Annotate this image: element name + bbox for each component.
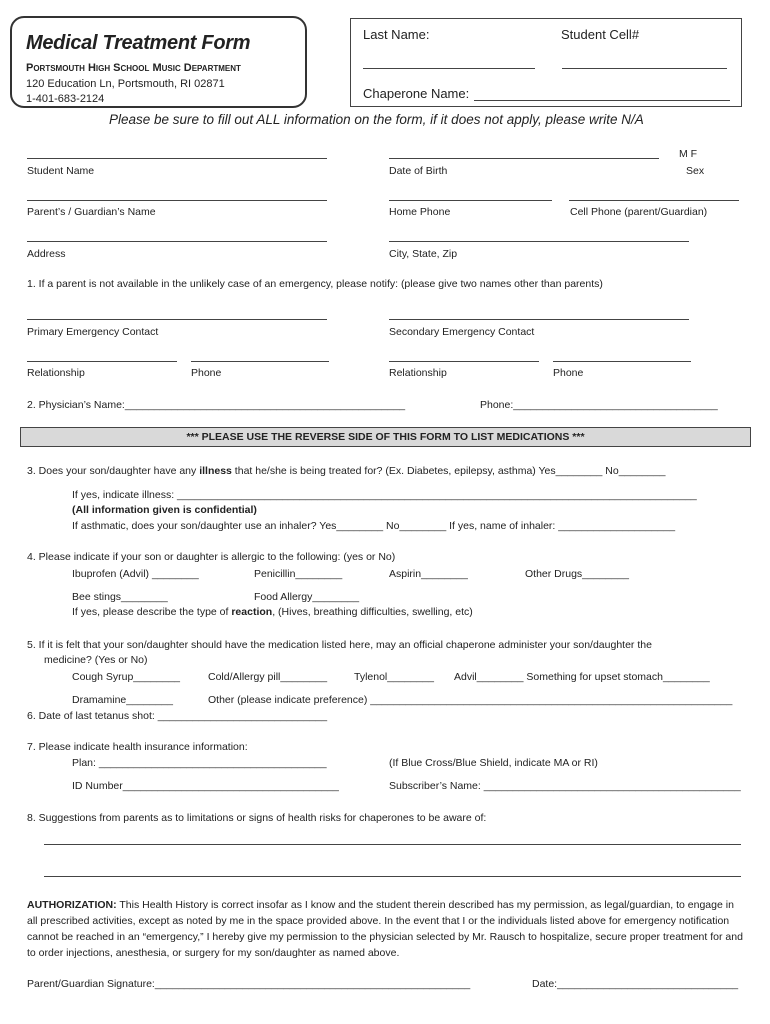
physician-name-field[interactable]: 2. Physician’s Name:________________________________________________ (27, 399, 406, 411)
student-name-field[interactable] (27, 158, 327, 159)
school-address: 120 Education Ln, Portsmouth, RI 02871 (26, 78, 225, 90)
bee-stings-field[interactable]: Bee stings________ (72, 591, 168, 603)
confidential-note: (All information given is confidential) (72, 504, 257, 516)
instruction-text: Please be sure to fill out ALL information on the form, if it does not apply, please write N/A (109, 112, 644, 127)
aspirin-field[interactable]: Aspirin________ (389, 568, 468, 580)
dob-label: Date of Birth (389, 165, 448, 177)
illness-field[interactable]: If yes, indicate illness: _________________________________________________________________________________________ (72, 489, 697, 501)
medication-question: 5. If it is felt that your son/daughter should have the medication listed here, may an official chaperone administer your son/daughter the (27, 639, 652, 651)
sex-options[interactable]: M F (679, 148, 698, 160)
secondary-relationship-label: Relationship (389, 367, 447, 379)
primary-contact-label: Primary Emergency Contact (27, 326, 159, 338)
dramamine-field[interactable]: Dramamine________ (72, 694, 173, 706)
secondary-contact-field[interactable] (389, 319, 689, 320)
subscriber-field[interactable]: Subscriber’s Name: ____________________________________________ (389, 780, 741, 792)
plan-field[interactable]: Plan: _______________________________________ (72, 757, 327, 769)
secondary-relationship-field[interactable] (389, 361, 539, 362)
primary-phone-field[interactable] (191, 361, 329, 362)
advil-stomach-field[interactable]: Advil________ Something for upset stomach________ (454, 671, 710, 683)
school-phone: 1-401-683-2124 (26, 93, 105, 105)
guardian-label: Parent’s / Guardian’s Name (27, 206, 156, 218)
primary-phone-label: Phone (191, 367, 222, 379)
department-name: Portsmouth High School Music Department (26, 62, 241, 74)
suggestions-line-1[interactable] (44, 844, 741, 845)
last-name-label: Last Name: (363, 27, 430, 42)
date-field[interactable]: Date:_______________________________ (532, 978, 739, 990)
secondary-phone-label: Phone (553, 367, 584, 379)
secondary-phone-field[interactable] (553, 361, 691, 362)
sex-label: Sex (686, 165, 705, 177)
id-number-field[interactable]: ID Number_____________________________________ (72, 780, 339, 792)
banner-text: *** PLEASE USE THE REVERSE SIDE OF THIS FORM TO LIST MEDICATIONS *** (186, 431, 585, 443)
primary-relationship-field[interactable] (27, 361, 177, 362)
allergy-question: 4. Please indicate if your son or daughter is allergic to the following: (yes or No) (27, 551, 396, 563)
student-cell-label: Student Cell# (561, 27, 640, 42)
tylenol-field[interactable]: Tylenol________ (354, 671, 434, 683)
guardian-field[interactable] (27, 200, 327, 201)
cough-syrup-field[interactable]: Cough Syrup________ (72, 671, 181, 683)
address-label: Address (27, 248, 66, 260)
home-phone-label: Home Phone (389, 206, 451, 218)
medication-question-cont: medicine? (Yes or No) (44, 654, 148, 666)
other-preference-field[interactable]: Other (please indicate preference) ______________________________________________________________ (208, 694, 733, 706)
cell-phone-field[interactable] (569, 200, 739, 201)
cold-allergy-field[interactable]: Cold/Allergy pill________ (208, 671, 328, 683)
tetanus-field[interactable]: 6. Date of last tetanus shot: _____________________________ (27, 710, 328, 722)
suggestions-question: 8. Suggestions from parents as to limitations or signs of health risks for chaperones to be aware of: (27, 812, 487, 824)
home-phone-field[interactable] (389, 200, 552, 201)
illness-question: 3. Does your son/daughter have any illness that he/she is being treated for? (Ex. Diabetes, epilepsy, asthma) Yes________ No________ (27, 465, 666, 477)
city-state-zip-field[interactable] (389, 241, 689, 242)
suggestions-line-2[interactable] (44, 876, 741, 877)
address-field[interactable] (27, 241, 327, 242)
reaction-description: If yes, please describe the type of reaction, (Hives, breathing difficulties, swelling, etc) (72, 606, 473, 618)
primary-contact-field[interactable] (27, 319, 327, 320)
food-allergy-field[interactable]: Food Allergy________ (254, 591, 360, 603)
city-state-zip-label: City, State, Zip (389, 248, 458, 260)
emergency-question: 1. If a parent is not available in the unlikely case of an emergency, please notify: (please give two names other than parents) (27, 278, 603, 290)
chaperone-label: Chaperone Name: (363, 86, 470, 101)
form-title: Medical Treatment Form (26, 32, 251, 54)
blue-cross-note: (If Blue Cross/Blue Shield, indicate MA or RI) (389, 757, 598, 769)
inhaler-question[interactable]: If asthmatic, does your son/daughter use an inhaler? Yes________ No________ If yes, name of inhaler: ____________________ (72, 520, 676, 532)
other-drugs-field[interactable]: Other Drugs________ (525, 568, 629, 580)
last-name-field[interactable] (363, 68, 535, 69)
medications-banner (20, 427, 751, 447)
cell-phone-label: Cell Phone (parent/Guardian) (570, 206, 708, 218)
student-cell-field[interactable] (562, 68, 727, 69)
authorization-paragraph: AUTHORIZATION: This Health History is correct insofar as I know and the student therein described has my permission, as legal/guardian, to engage in all prescribed activities, except as noted by me in the space provided above. In the event that I or the individuals listed above for emergency notification cannot be reached in an “emergency,” I hereby give my permission to the physician selected by Mr. Rausch to hospitalize, secure proper treatment for and to order injections, anesthesia, or surgery for my son/daughter as named above. (27, 899, 743, 959)
chaperone-field[interactable] (474, 100, 730, 101)
primary-relationship-label: Relationship (27, 367, 85, 379)
secondary-contact-label: Secondary Emergency Contact (389, 326, 535, 338)
student-name-label: Student Name (27, 165, 95, 177)
insurance-question: 7. Please indicate health insurance information: (27, 741, 248, 753)
ibuprofen-field[interactable]: Ibuprofen (Advil) ________ (72, 568, 199, 580)
penicillin-field[interactable]: Penicillin________ (254, 568, 343, 580)
physician-phone-field[interactable]: Phone:___________________________________ (480, 399, 718, 411)
signature-field[interactable]: Parent/Guardian Signature:______________________________________________________ (27, 978, 471, 990)
dob-field[interactable] (389, 158, 659, 159)
